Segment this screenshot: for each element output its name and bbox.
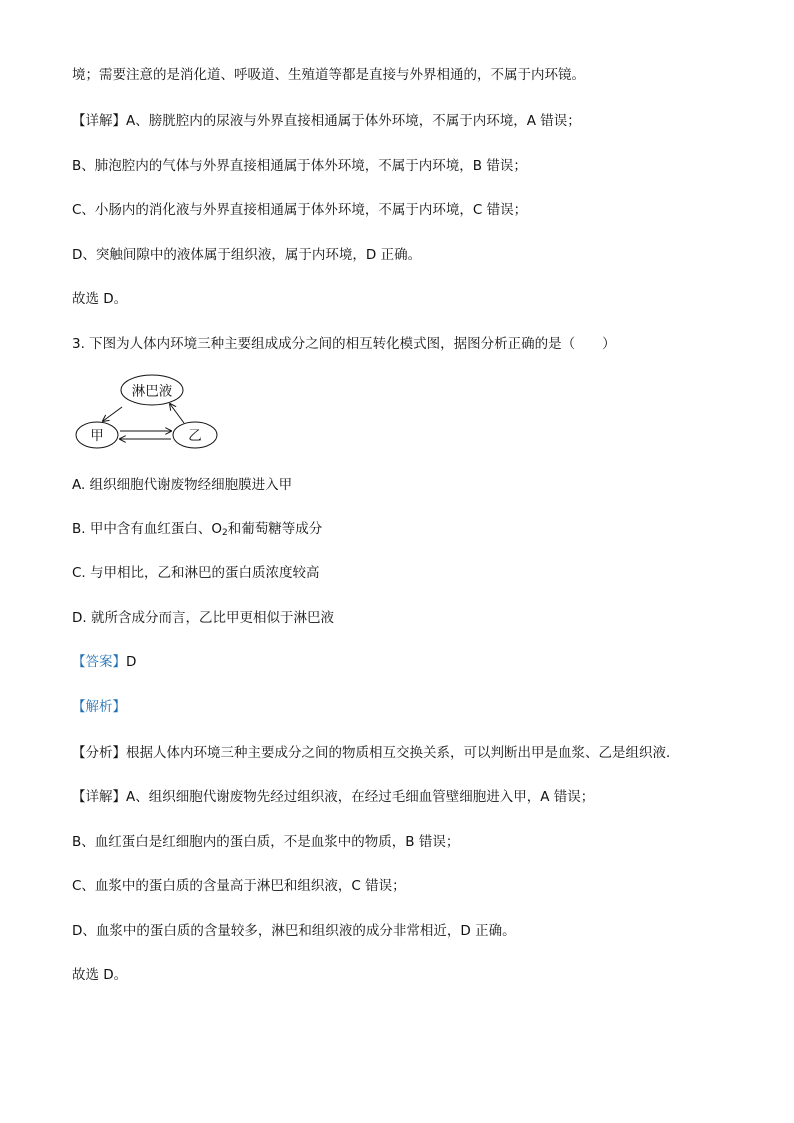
q3-detail-c: C、血浆中的蛋白质的含量高于淋巴和组织液，C 错误； — [72, 878, 406, 894]
fluid-conversion-diagram — [72, 372, 232, 454]
q3-stem: 3. 下图为人体内环境三种主要组成成分之间的相互转化模式图，据图分析正确的是（ ） — [72, 336, 616, 352]
q3-detail-a — [72, 788, 594, 806]
detail-a-text: A、组织细胞代谢废物先经过组织液，在经过毛细血管壁细胞进入甲，A 错误； — [126, 789, 595, 805]
q3-detail-d: D、血浆中的蛋白质的含量较多，淋巴和组织液的成分非常相近，D 正确。 — [72, 923, 516, 939]
lymph-label: 淋巴液 — [131, 383, 173, 400]
fenxi-text: 根据人体内环境三种主要成分之间的物质相互交换关系，可以判断出甲是血浆、乙是组织液． — [126, 745, 680, 761]
option-b-prefix: B. 甲中含有血红蛋白、O — [72, 521, 222, 537]
q3-analysis — [72, 744, 680, 762]
q3-analysis-heading: 【解析】 — [72, 699, 126, 715]
q2-choose-answer: 故选 D。 — [72, 291, 128, 307]
option-b-suffix: 和葡萄糖等成分 — [227, 521, 323, 537]
q3-choose-answer: 故选 D。 — [72, 967, 128, 983]
q3-option-a: A. 组织细胞代谢废物经细胞膜进入甲 — [72, 477, 293, 493]
q2-detail-b: B、肺泡腔内的气体与外界直接相通属于体外环境，不属于内环境，B 错误； — [72, 158, 527, 174]
yi-label: 乙 — [188, 428, 202, 444]
detail-tag: 【详解】 — [72, 789, 126, 805]
fenxi-tag: 【分析】 — [72, 745, 126, 761]
arrow-yi-to-lymph — [170, 404, 184, 423]
q2-detail-a — [72, 112, 581, 130]
q2-explanation-continued: 境；需要注意的是消化道、呼吸道、生殖道等都是直接与外界相通的，不属于内环镜。 — [72, 67, 585, 83]
oxygen-subscript: 2 — [221, 528, 228, 538]
q2-detail-c: C、小肠内的消化液与外界直接相通属于体外环境，不属于内环境，C 错误； — [72, 202, 528, 218]
answer-value: D — [126, 654, 137, 670]
q3-option-d: D. 就所含成分而言，乙比甲更相似于淋巴液 — [72, 610, 334, 626]
q2-detail-d: D、突触间隙中的液体属于组织液，属于内环境，D 正确。 — [72, 247, 422, 263]
jia-label: 甲 — [90, 428, 104, 444]
detail-a-text: A、膀胱腔内的尿液与外界直接相通属于体外环境，不属于内环境，A 错误； — [126, 113, 581, 129]
answer-tag: 【答案】 — [72, 654, 126, 670]
arrow-lymph-to-jia — [103, 407, 122, 421]
q3-option-c: C. 与甲相比，乙和淋巴的蛋白质浓度较高 — [72, 565, 320, 581]
q3-detail-b: B、血红蛋白是红细胞内的蛋白质，不是血浆中的物质，B 错误； — [72, 834, 460, 850]
q3-answer — [72, 653, 136, 671]
q3-option-b — [72, 520, 322, 542]
detail-tag: 【详解】 — [72, 113, 126, 129]
